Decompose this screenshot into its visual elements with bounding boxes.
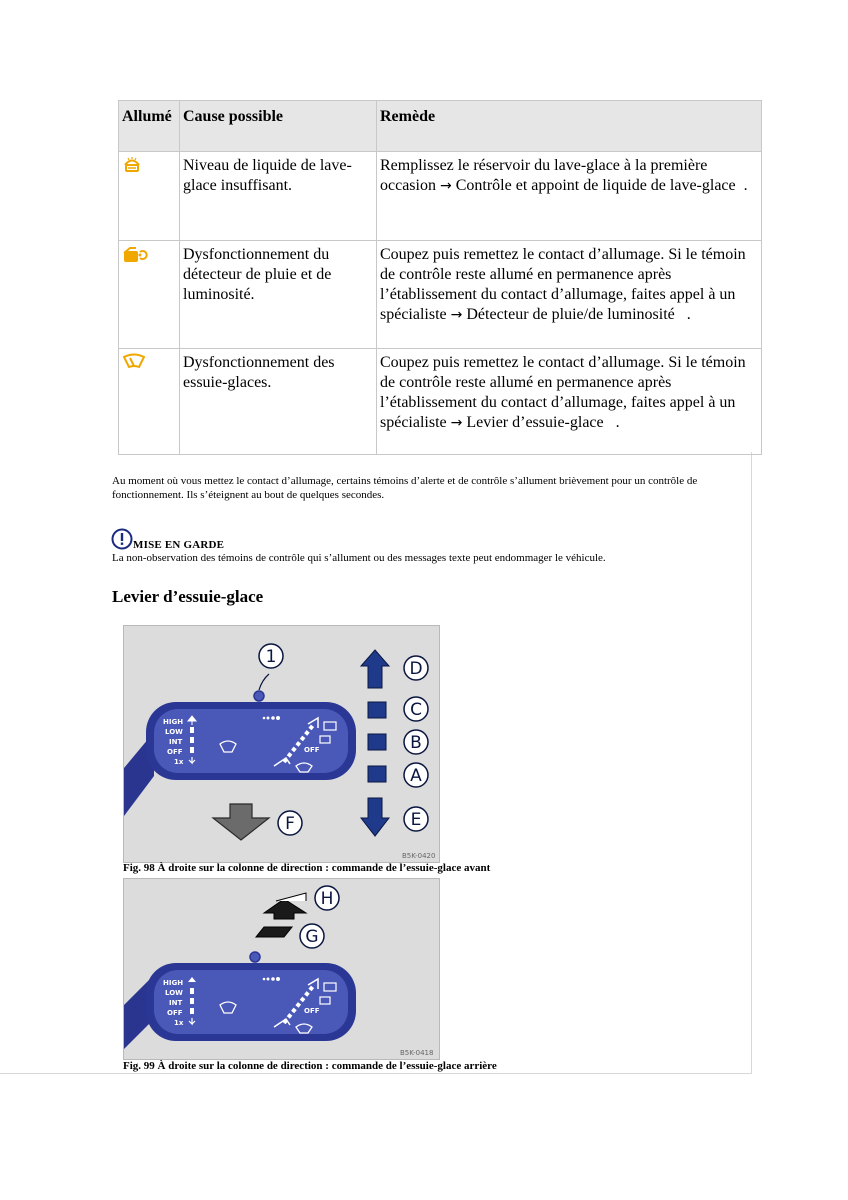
marker-e-label: E <box>410 810 422 830</box>
lever-high-label: HIGH <box>163 718 184 726</box>
table-row <box>119 152 762 241</box>
icon-cell <box>119 349 180 455</box>
ignition-note: Au moment où vous mettez le contact d’allumage, certains témoins d’alerte et de contrôle s’allument brièvement pour un contrôle de fonctionnement. Ils s’éteignent au bout de quelques secondes. <box>112 475 698 501</box>
rain-light-sensor-icon <box>122 245 148 265</box>
header-cause: Cause possible <box>180 101 377 152</box>
warning-title: MISE EN GARDE <box>133 539 225 551</box>
table-row <box>119 349 762 455</box>
marker-d-label: D <box>409 659 423 679</box>
page-frame-right <box>751 452 752 1074</box>
figure-code: B5K-0418 <box>400 1049 434 1057</box>
washer-fluid-icon <box>122 156 142 174</box>
remedy-text: Remplissez le réservoir du lave-glace à la première occasion <box>380 157 708 194</box>
marker-b-label: B <box>410 733 422 753</box>
lever-int-label: INT <box>169 999 183 1007</box>
remedy-text: Coupez puis remettez le contact d’allumage. Si le témoin de contrôle reste allumé en permanence après l’établissement du contact d’allumage, faites appel à un spécialiste <box>380 354 746 431</box>
lever-off-label: OFF <box>167 1009 183 1017</box>
figure-caption: Fig. 98 À droite sur la colonne de direction : commande de l’essuie-glace avant <box>123 862 491 874</box>
marker-h-label: H <box>320 889 334 909</box>
icon-cell <box>119 241 180 349</box>
header-remedy: Remède <box>377 101 762 152</box>
marker-f-label: F <box>285 814 295 834</box>
marker-c-label: C <box>410 700 422 720</box>
cause-cell: Dysfonctionnement des essuie-glaces. <box>180 349 377 455</box>
lever-low-label: LOW <box>165 989 183 997</box>
cross-ref-arrow: → <box>439 178 452 194</box>
lever-once-label: 1x <box>174 1019 184 1027</box>
arrow-up-d <box>361 650 389 688</box>
position-c-square <box>368 702 386 718</box>
arrow-down-e <box>361 798 389 836</box>
header-lit: Allumé <box>119 101 180 152</box>
warning-lights-table <box>118 100 762 455</box>
figure-code: B5K-0420 <box>402 852 436 860</box>
rear-off-label: OFF <box>304 1007 320 1015</box>
remedy-cell <box>377 349 762 455</box>
marker-1-label: 1 <box>265 647 277 667</box>
cause-cell: Niveau de liquide de lave-glace insuffisant. <box>180 152 377 241</box>
remedy-end: . <box>615 414 620 431</box>
warning-text: La non-observation des témoins de contrôle qui s’allument ou des messages texte peut endommager le véhicule. <box>112 552 606 564</box>
figure-caption: Fig. 99 À droite sur la colonne de direction : commande de l’essuie-glace arrière <box>123 1060 497 1072</box>
lever-once-label: 1x <box>174 758 184 766</box>
cause-cell: Dysfonctionnement du détecteur de pluie et de luminosité. <box>180 241 377 349</box>
lever-low-label: LOW <box>165 728 183 736</box>
lever-knob <box>254 691 264 701</box>
marker-a-label: A <box>410 766 422 786</box>
remedy-cell <box>377 241 762 349</box>
cross-ref-arrow: → <box>450 415 463 431</box>
table-row <box>119 241 762 349</box>
remedy-cell <box>377 152 762 241</box>
cross-ref-arrow: → <box>450 307 463 323</box>
icon-cell <box>119 152 180 241</box>
lever-off-label: OFF <box>167 748 183 756</box>
figure-rear-wiper <box>123 878 440 1060</box>
position-a-square <box>368 766 386 782</box>
table-header-row <box>119 101 762 152</box>
position-b-square <box>368 734 386 750</box>
cross-ref-link[interactable]: Détecteur de pluie/de luminosité <box>466 306 675 323</box>
marker-g-label: G <box>305 927 319 947</box>
position-g-box <box>256 927 292 937</box>
rear-off-label: OFF <box>304 746 320 754</box>
warning-icon <box>111 528 133 550</box>
remedy-text: Coupez puis remettez le contact d’allumage. Si le témoin de contrôle reste allumé en permanence après l’établissement du contact d’allumage, faites appel à un spécialiste <box>380 246 746 323</box>
wiper-fault-icon <box>122 353 146 371</box>
lever-high-label: HIGH <box>163 979 184 987</box>
remedy-end: . <box>686 306 691 323</box>
arrow-down-f <box>213 804 269 840</box>
remedy-end: . <box>743 177 748 194</box>
arrow-up-h <box>264 899 306 919</box>
lever-int-label: INT <box>169 738 183 746</box>
page-frame-bottom <box>0 1073 752 1074</box>
cross-ref-link[interactable]: Contrôle et appoint de liquide de lave-glace <box>455 177 736 194</box>
section-title: Levier d’essuie-glace <box>112 587 264 606</box>
cross-ref-link[interactable]: Levier d’essuie-glace <box>466 414 604 431</box>
figure-front-wiper <box>123 625 440 863</box>
